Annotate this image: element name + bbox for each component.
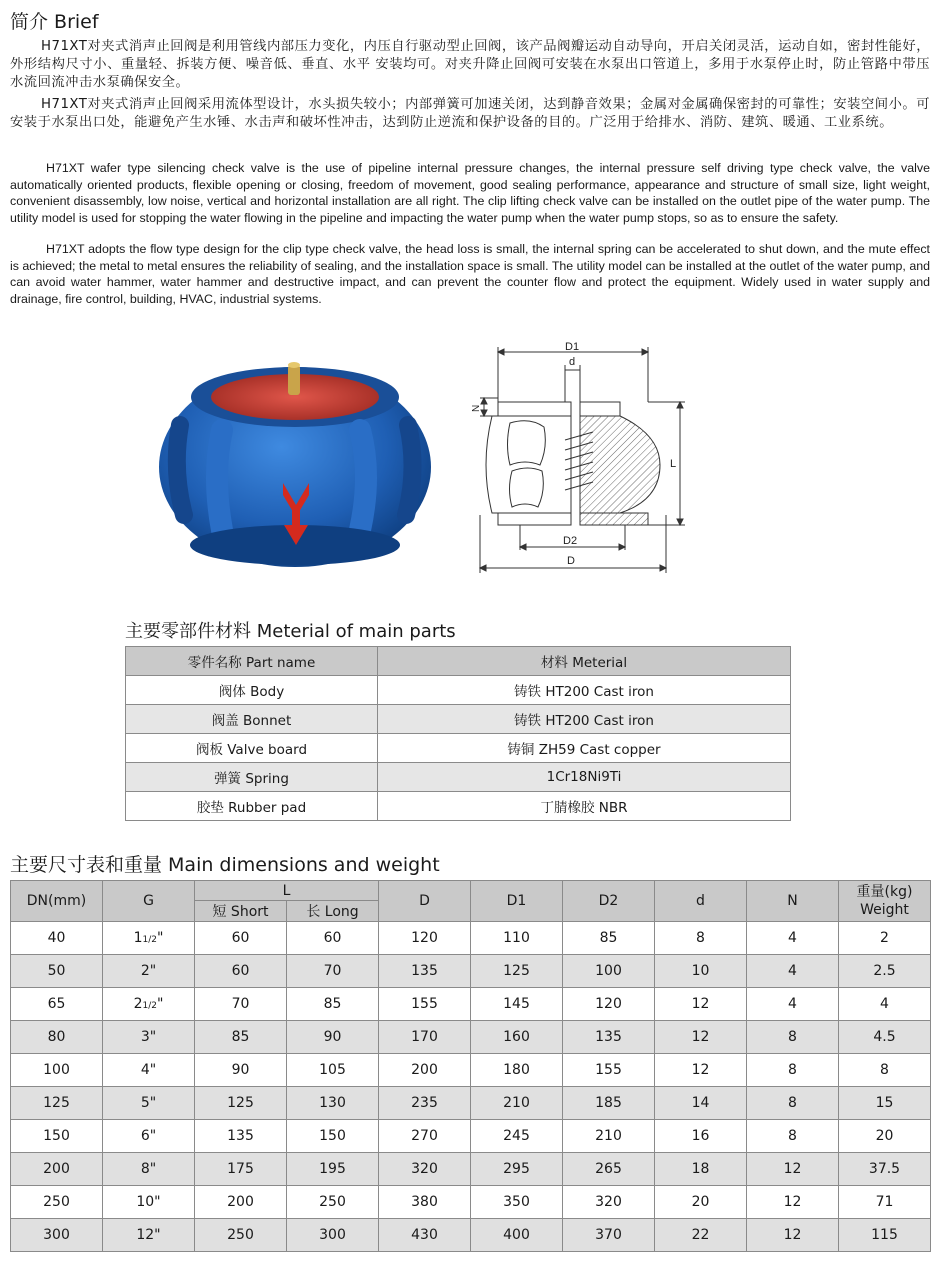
- weight-cell: 8: [839, 1054, 931, 1087]
- table-row: [126, 734, 791, 763]
- material-cell: 铸铁 HT200 Cast iron: [378, 676, 791, 705]
- dimensions-title: 主要尺寸表和重量 Main dimensions and weight: [10, 854, 440, 876]
- d-small-cell: 14: [655, 1087, 747, 1120]
- table-row: [11, 988, 931, 1021]
- table-row: [11, 1186, 931, 1219]
- d2-cell: 185: [563, 1087, 655, 1120]
- dn-cell: 300: [11, 1219, 103, 1252]
- l-short-cell: 250: [195, 1219, 287, 1252]
- weight-cell: 4.5: [839, 1021, 931, 1054]
- d2-cell: 85: [563, 922, 655, 955]
- materials-header-part: 零件名称 Part name: [126, 647, 378, 676]
- l-long-cell: 70: [287, 955, 379, 988]
- header-weight-en: Weight: [860, 902, 909, 918]
- table-row: [11, 1087, 931, 1120]
- brief-cn-paragraph-2: H71XT对夹式消声止回阀采用流体型设计，水头损失较小；内部弹簧可加速关闭，达到静音效果；金属对金属确保密封的可靠性；安装空间小。可安装于水泵出口处，能避免产生水锤、水击声和破坏性冲击，达到防止逆流和保护设备的目的。广泛用于给排水、消防、建筑、暖通、工业系统。: [10, 97, 930, 130]
- weight-cell: 4: [839, 988, 931, 1021]
- material-cell: 丁腈橡胶 NBR: [378, 792, 791, 821]
- materials-title: 主要零部件材料 Meterial of main parts: [125, 621, 456, 642]
- table-row: [11, 1120, 931, 1153]
- d-small-cell: 22: [655, 1219, 747, 1252]
- d-big-cell: 170: [379, 1021, 471, 1054]
- g-cell: 4": [103, 1054, 195, 1087]
- dn-cell: 65: [11, 988, 103, 1021]
- d-small-cell: 20: [655, 1186, 747, 1219]
- material-cell: 铸铁 HT200 Cast iron: [378, 705, 791, 734]
- header-weight-cn: 重量(kg): [856, 884, 913, 900]
- d-small-cell: 10: [655, 955, 747, 988]
- g-cell: 2": [103, 955, 195, 988]
- n-cell: 4: [747, 955, 839, 988]
- n-cell: 8: [747, 1021, 839, 1054]
- weight-cell: 15: [839, 1087, 931, 1120]
- d1-cell: 145: [471, 988, 563, 1021]
- dimensions-table-body: [11, 922, 931, 1252]
- g-cell: 21/2": [103, 988, 195, 1021]
- l-short-cell: 175: [195, 1153, 287, 1186]
- l-long-cell: 60: [287, 922, 379, 955]
- d2-cell: 135: [563, 1021, 655, 1054]
- g-cell: 6": [103, 1120, 195, 1153]
- table-row: [126, 705, 791, 734]
- n-cell: 4: [747, 988, 839, 1021]
- header-l-short: 短 Short: [195, 901, 287, 922]
- l-long-cell: 150: [287, 1120, 379, 1153]
- weight-cell: 115: [839, 1219, 931, 1252]
- d-big-cell: 380: [379, 1186, 471, 1219]
- brief-title: 简介 Brief: [10, 11, 99, 33]
- d2-cell: 100: [563, 955, 655, 988]
- d-small-cell: 16: [655, 1120, 747, 1153]
- d2-cell: 210: [563, 1120, 655, 1153]
- l-short-cell: 85: [195, 1021, 287, 1054]
- header-d-big: D: [379, 881, 471, 922]
- dn-cell: 250: [11, 1186, 103, 1219]
- l-long-cell: 130: [287, 1087, 379, 1120]
- d-big-cell: 270: [379, 1120, 471, 1153]
- header-d1: D1: [471, 881, 563, 922]
- l-long-cell: 90: [287, 1021, 379, 1054]
- d2-cell: 120: [563, 988, 655, 1021]
- dn-cell: 150: [11, 1120, 103, 1153]
- d-small-cell: 18: [655, 1153, 747, 1186]
- table-row: [11, 1054, 931, 1087]
- l-short-cell: 60: [195, 955, 287, 988]
- materials-header-material: 材料 Meterial: [378, 647, 791, 676]
- l-short-cell: 90: [195, 1054, 287, 1087]
- part-name-cell: 阀盖 Bonnet: [126, 705, 378, 734]
- d2-cell: 320: [563, 1186, 655, 1219]
- dim-label-l: L: [670, 458, 677, 470]
- table-row: [11, 1153, 931, 1186]
- n-cell: 8: [747, 1087, 839, 1120]
- d-big-cell: 430: [379, 1219, 471, 1252]
- header-dn: DN(mm): [11, 881, 103, 922]
- n-cell: 12: [747, 1153, 839, 1186]
- material-cell: 1Cr18Ni9Ti: [378, 763, 791, 792]
- header-d-small: d: [655, 881, 747, 922]
- dn-cell: 80: [11, 1021, 103, 1054]
- d1-cell: 160: [471, 1021, 563, 1054]
- dimensions-table: [10, 880, 931, 1252]
- d1-cell: 350: [471, 1186, 563, 1219]
- part-name-cell: 胶垫 Rubber pad: [126, 792, 378, 821]
- materials-table: [125, 646, 791, 821]
- d1-cell: 245: [471, 1120, 563, 1153]
- l-short-cell: 135: [195, 1120, 287, 1153]
- l-long-cell: 300: [287, 1219, 379, 1252]
- g-cell: 10": [103, 1186, 195, 1219]
- header-g: G: [103, 881, 195, 922]
- d-big-cell: 200: [379, 1054, 471, 1087]
- d1-cell: 400: [471, 1219, 563, 1252]
- d2-cell: 370: [563, 1219, 655, 1252]
- d2-cell: 265: [563, 1153, 655, 1186]
- d1-cell: 180: [471, 1054, 563, 1087]
- dn-cell: 40: [11, 922, 103, 955]
- d-small-cell: 12: [655, 988, 747, 1021]
- n-cell: 4: [747, 922, 839, 955]
- l-long-cell: 195: [287, 1153, 379, 1186]
- materials-header-row: [126, 647, 791, 676]
- d1-cell: 125: [471, 955, 563, 988]
- table-row: [126, 792, 791, 821]
- l-short-cell: 125: [195, 1087, 287, 1120]
- material-cell: 铸铜 ZH59 Cast copper: [378, 734, 791, 763]
- table-row: [11, 922, 931, 955]
- l-long-cell: 250: [287, 1186, 379, 1219]
- dim-label-d2: D2: [563, 535, 578, 547]
- n-cell: 12: [747, 1219, 839, 1252]
- weight-cell: 20: [839, 1120, 931, 1153]
- g-cell: 3": [103, 1021, 195, 1054]
- part-name-cell: 阀体 Body: [126, 676, 378, 705]
- weight-cell: 2: [839, 922, 931, 955]
- weight-cell: 2.5: [839, 955, 931, 988]
- header-l-long: 长 Long: [287, 901, 379, 922]
- part-name-cell: 阀板 Valve board: [126, 734, 378, 763]
- weight-cell: 71: [839, 1186, 931, 1219]
- header-weight: [839, 881, 931, 922]
- header-d2: D2: [563, 881, 655, 922]
- valve-product-image: [150, 355, 440, 575]
- table-row: [11, 955, 931, 988]
- n-cell: 8: [747, 1120, 839, 1153]
- d-big-cell: 235: [379, 1087, 471, 1120]
- dim-label-d-small: d: [569, 356, 576, 368]
- l-long-cell: 85: [287, 988, 379, 1021]
- dn-cell: 100: [11, 1054, 103, 1087]
- d-small-cell: 8: [655, 922, 747, 955]
- dim-label-d1: D1: [565, 341, 580, 353]
- table-row: [11, 1021, 931, 1054]
- d-big-cell: 135: [379, 955, 471, 988]
- n-cell: 12: [747, 1186, 839, 1219]
- d1-cell: 295: [471, 1153, 563, 1186]
- g-cell: 11/2": [103, 922, 195, 955]
- dn-cell: 200: [11, 1153, 103, 1186]
- table-row: [126, 763, 791, 792]
- table-row: [11, 1219, 931, 1252]
- weight-cell: 37.5: [839, 1153, 931, 1186]
- table-row: [126, 676, 791, 705]
- brief-en-paragraph-1: H71XT wafer type silencing check valve is the use of pipeline internal pressure changes, the internal pressure self driving type check valve, the valve automatically oriented products, flexible opening or closing, freedom of movement, good sealing performance, appearance and structure of small size, light weight, convenient disassembly, low noise, vertical and horizontal installation are all right. The clip lifting check valve can be installed on the outlet pipe of the water pump. The utility model is used for stopping the water flowing in the pipeline and impacting the water pump when the water pump stops, so as to ensure the safety.: [10, 161, 930, 225]
- d1-cell: 110: [471, 922, 563, 955]
- d-small-cell: 12: [655, 1021, 747, 1054]
- l-short-cell: 70: [195, 988, 287, 1021]
- d-big-cell: 155: [379, 988, 471, 1021]
- n-cell: 8: [747, 1054, 839, 1087]
- g-cell: 8": [103, 1153, 195, 1186]
- brief-cn-paragraph-1: H71XT对夹式消声止回阀是利用管线内部压力变化，内压自行驱动型止回阀，该产品阀瓣运动自动导向，开启关闭灵活，运动自如，密封性能好，外形结构尺寸小、重量轻、拆装方便、噪音低、垂直、水平 安装均可。对夹升降止回阀可安装在水泵出口管道上，多用于水泵停止时，防止管路中带压水流回流冲击水泵确保安全。: [10, 39, 930, 90]
- d-big-cell: 120: [379, 922, 471, 955]
- g-cell: 5": [103, 1087, 195, 1120]
- d-big-cell: 320: [379, 1153, 471, 1186]
- d-small-cell: 12: [655, 1054, 747, 1087]
- d1-cell: 210: [471, 1087, 563, 1120]
- dn-cell: 125: [11, 1087, 103, 1120]
- l-short-cell: 200: [195, 1186, 287, 1219]
- header-n: N: [747, 881, 839, 922]
- l-long-cell: 105: [287, 1054, 379, 1087]
- valve-dimension-drawing: [470, 335, 700, 580]
- brief-en-paragraph-2: H71XT adopts the flow type design for the clip type check valve, the head loss is small, the internal spring can be accelerated to shut down, and the mute effect is achieved; the metal to metal ensures the reliability of sealing, and the installation space is small. The utility model can be installed at the outlet of the water pump, and can avoid water hammer, water hammer and destructive impact, and can prevent the counter flow and protect the equipment. Widely used in water supply and drainage, fire control, building, HVAC, industrial systems.: [10, 242, 930, 306]
- l-short-cell: 60: [195, 922, 287, 955]
- dn-cell: 50: [11, 955, 103, 988]
- dimensions-header-row: [11, 881, 931, 901]
- part-name-cell: 弹簧 Spring: [126, 763, 378, 792]
- g-cell: 12": [103, 1219, 195, 1252]
- dim-label-n: N: [471, 404, 482, 412]
- dim-label-d: D: [567, 555, 575, 567]
- d2-cell: 155: [563, 1054, 655, 1087]
- header-l: L: [195, 881, 379, 901]
